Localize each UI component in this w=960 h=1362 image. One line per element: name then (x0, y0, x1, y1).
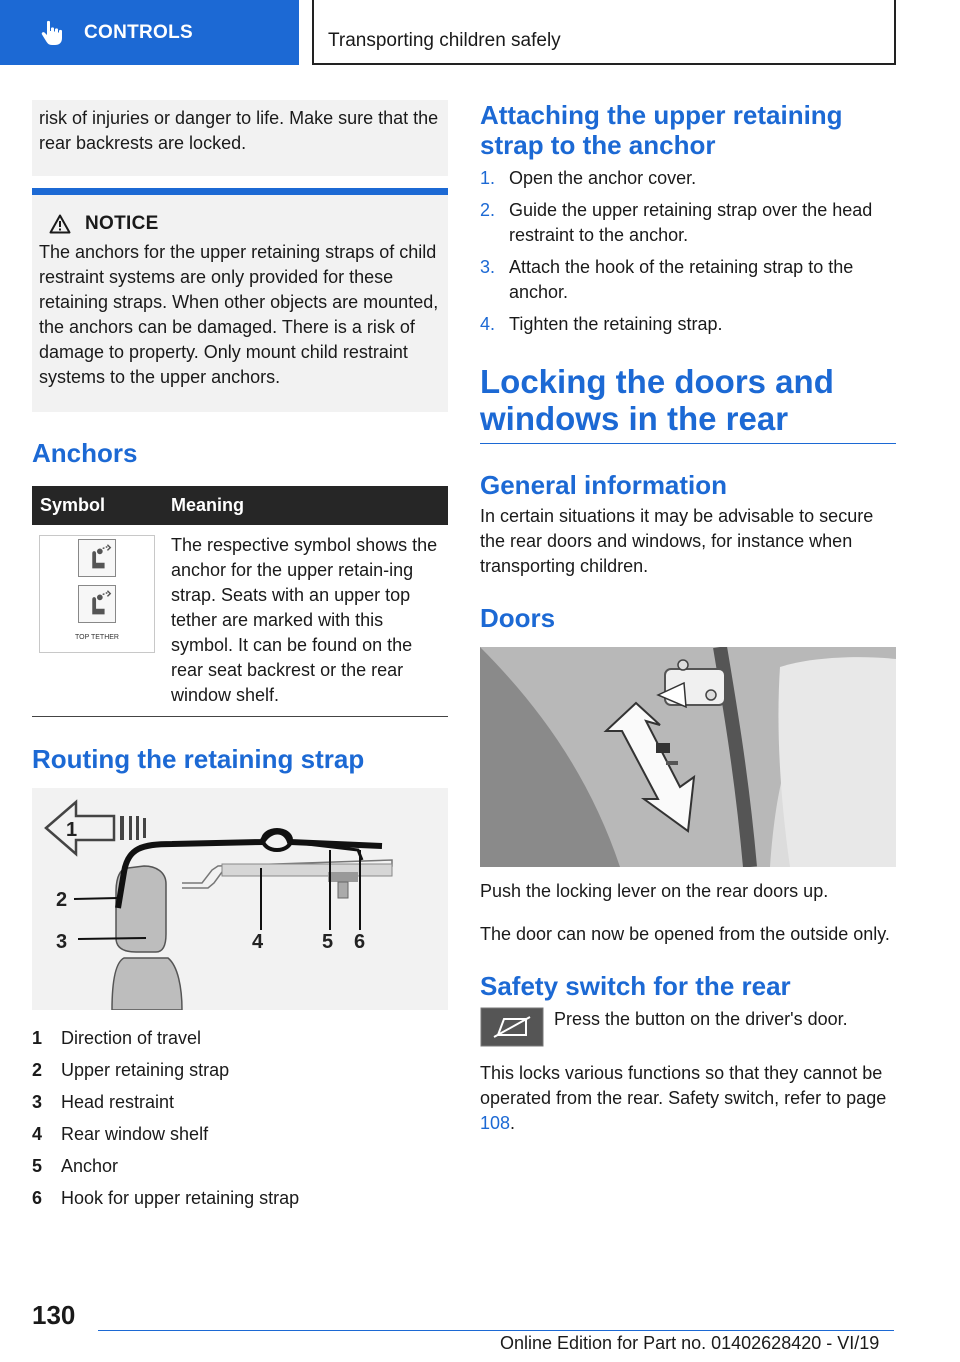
attaching-heading: Attaching the upper retaining strap to the anchor (480, 100, 843, 160)
symbol-table (32, 486, 448, 717)
warning-triangle-icon (49, 214, 71, 234)
locking-heading: Locking the doors and windows in the rear (480, 363, 834, 437)
page-number: 130 (32, 1300, 76, 1330)
chapter-header (312, 0, 896, 65)
section-tab[interactable] (0, 0, 299, 65)
window-lock-button-icon (480, 1007, 544, 1047)
routing-heading: Routing the retaining strap (32, 744, 365, 774)
doors-text-1: Push the locking lever on the rear doors up. (480, 881, 829, 901)
list-item: 4 Rear window shelf (32, 1123, 209, 1144)
notice-box (32, 188, 448, 412)
heading-rule (480, 443, 896, 444)
door-lock-figure (480, 647, 896, 867)
attaching-steps (480, 166, 896, 337)
safety-text: This locks various functions so that they cannot be operated from the rear. Safety switch, refer to page 108. (480, 1063, 887, 1133)
child-seat-anchor-icon (78, 585, 116, 623)
list-item: 5 Anchor (32, 1155, 119, 1176)
safety-button-text: Press the button on the driver's door. (554, 1009, 848, 1029)
notice-heading: NOTICE (85, 213, 159, 234)
doors-heading: Doors (480, 603, 556, 633)
door-lock-diagram (480, 647, 896, 867)
anchors-heading: Anchors (32, 438, 138, 468)
notice-header (39, 211, 440, 236)
section-label: CONTROLS (84, 21, 194, 43)
left-column (32, 100, 448, 1214)
figure-label-1: 1 (66, 819, 78, 841)
top-tether-symbol (39, 535, 155, 653)
column-header-symbol: Symbol (32, 486, 163, 525)
general-heading: General information (480, 470, 728, 500)
safety-button-row (480, 1007, 896, 1047)
figure-label-6: 6 (354, 931, 366, 953)
figure-label-4: 4 (252, 931, 264, 953)
list-item: 4. Tighten the retaining strap. (480, 314, 723, 334)
figure-label-2: 2 (56, 889, 68, 911)
list-item: 3 Head restraint (32, 1091, 175, 1112)
list-item: 3. Attach the hook of the retaining strap to the anchor. (480, 257, 854, 302)
list-item: 1. Open the anchor cover. (480, 168, 697, 188)
page-reference-link[interactable]: 108 (480, 1113, 511, 1133)
edition-text: Online Edition for Part no. 01402628420 - VI/19 (500, 1333, 880, 1353)
footer-rule (98, 1330, 894, 1331)
figure-label-3: 3 (56, 931, 68, 953)
routing-diagram (32, 788, 448, 1010)
meaning-cell: The respective symbol shows the anchor for the upper retain-ing strap. Seats with an upper top tether are marked with this symbol. It can be found on the rear seat backrest or the rear window shelf. (163, 525, 448, 717)
hand-pointer-icon (38, 19, 66, 47)
warning-text: risk of injuries or danger to life. Make sure that the rear backrests are locked. (39, 108, 439, 153)
notice-body: The anchors for the upper retaining straps of child restraint systems are only provided for these retaining straps. When other objects are mounted, the anchors can be damaged. There is a risk of damage to property. Only mount child restraint systems to the upper anchors. (39, 242, 439, 387)
warning-continuation (32, 100, 448, 176)
figure-legend (32, 1022, 448, 1214)
child-seat-anchor-icon (78, 539, 116, 577)
table-row (32, 525, 448, 717)
top-tether-caption: TOP TETHER (75, 633, 119, 641)
right-column (480, 100, 896, 1136)
list-item: 2. Guide the upper retaining strap over the head restraint to the anchor. (480, 200, 873, 245)
doors-text-2: The door can now be opened from the outside only. (480, 924, 890, 944)
chapter-title: Transporting children safely (328, 30, 561, 51)
column-header-meaning: Meaning (163, 486, 448, 525)
general-text: In certain situations it may be advisable to secure the rear doors and windows, for instance when transporting children. (480, 506, 874, 576)
list-item: 2 Upper retaining strap (32, 1059, 230, 1080)
list-item: 6 Hook for upper retaining strap (32, 1187, 300, 1208)
safety-heading: Safety switch for the rear (480, 971, 791, 1001)
list-item: 1 Direction of travel (32, 1027, 202, 1048)
routing-figure (32, 788, 448, 1010)
figure-label-5: 5 (322, 931, 334, 953)
